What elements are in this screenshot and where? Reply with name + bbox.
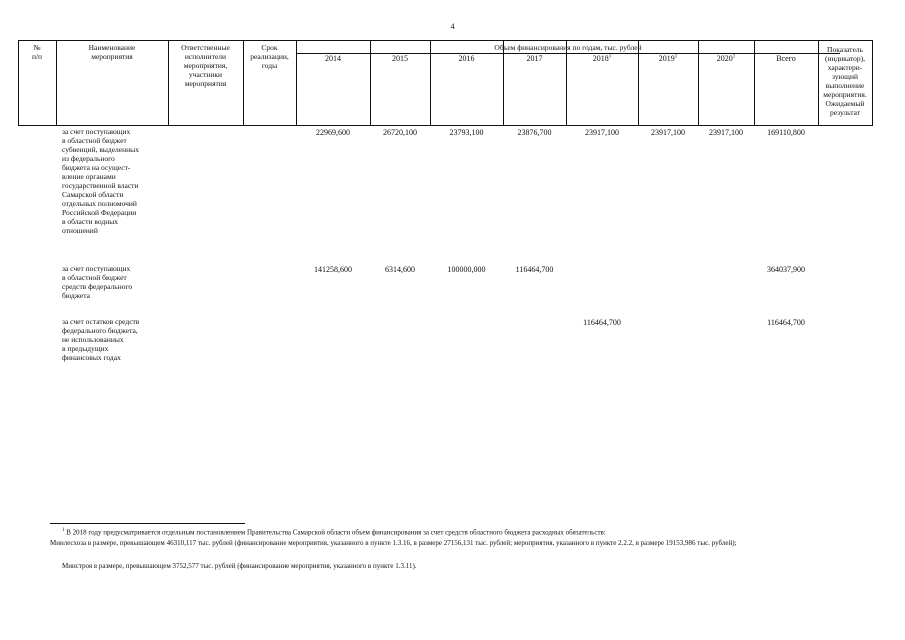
row-1-2019: 23917,100 bbox=[651, 128, 685, 137]
footnote-divider bbox=[50, 523, 245, 524]
header-responsible: Ответственные исполнители мероприятия, участники мероприятия bbox=[181, 43, 230, 88]
row-1-2016: 23793,100 bbox=[449, 128, 484, 137]
year-2015: 2015 bbox=[392, 54, 408, 63]
row-2-2017: 116464,700 bbox=[515, 265, 554, 274]
row-2-total: 364037,900 bbox=[767, 265, 805, 274]
row-1-2014: 22969,600 bbox=[316, 128, 350, 137]
row-1-2018: 23917,100 bbox=[585, 128, 619, 137]
footnote-3: Минстроя в размере, превышающем 3752,577 тыс. рублей (финансирование мероприятия, указанного в пункте 1.3.11). bbox=[62, 562, 417, 570]
row-2-2015: 6314,600 bbox=[385, 265, 415, 274]
year-2016: 2016 bbox=[458, 54, 475, 63]
row-1-2020: 23917,100 bbox=[709, 128, 743, 137]
page-number: 4 bbox=[450, 22, 455, 31]
footnote-1: $^1$ В 2018 году предусматривается отдельным постановлением Правительства Самарской области объем финансирования за счет средств областного бюджета расходных обязательств: bbox=[62, 528, 606, 537]
header-indicator: Показатель (индикатор), характери- зующий выполнение мероприятия. Ожидаемый результат bbox=[823, 45, 867, 117]
row-1-2017: 23876,700 bbox=[517, 128, 552, 137]
row-3-name: за счет остатков средств федерального бюджета, не использованных в предыдущих финансовых годах bbox=[62, 317, 140, 362]
year-2020: 2020$^1$ bbox=[716, 54, 736, 63]
header-name: Наименование мероприятия bbox=[88, 43, 136, 61]
header-funding: Объем финансирования по годам, тыс. рублей bbox=[494, 43, 642, 52]
row-2-2016: 100000,000 bbox=[447, 265, 486, 274]
row-1-name: за счет поступающих в областной бюджет субвенций, выделенных из федерального бюджета на осущест- вление органами государственной власти Самарской области отдельных полномочий Российской Федерации в области водных отношений bbox=[62, 127, 139, 235]
year-2018: 2018$^1$ bbox=[592, 54, 612, 63]
row-1-total: 169110,800 bbox=[767, 128, 805, 137]
row-3-2018: 116464,700 bbox=[583, 318, 621, 327]
header-no: № п/п bbox=[31, 43, 43, 61]
table-header bbox=[18, 40, 873, 126]
row-3-total: 116464,700 bbox=[767, 318, 805, 327]
year-2019: 2019$^1$ bbox=[658, 54, 678, 63]
row-2-name: за счет поступающих в областной бюджет средств федерального бюджета bbox=[62, 264, 133, 300]
year-2014: 2014 bbox=[325, 54, 341, 63]
year-2017: 2017 bbox=[526, 54, 543, 63]
footnote-2: Минлесхоза в размере, превышающем 46310,117 тыс. рублей (финансирование мероприятия, указанного в пункте 1.3.16, в размере 27156,131 тыс. рублей; мероприятия, указанного в пункте 2.2.2, в размере 19153,986 тыс. рублей); bbox=[50, 539, 737, 547]
header-term: Срок реализации, годы bbox=[250, 43, 289, 70]
row-2-2014: 141258,600 bbox=[314, 265, 352, 274]
year-total: Всего bbox=[776, 54, 796, 63]
row-1-2015: 26720,100 bbox=[383, 128, 417, 137]
